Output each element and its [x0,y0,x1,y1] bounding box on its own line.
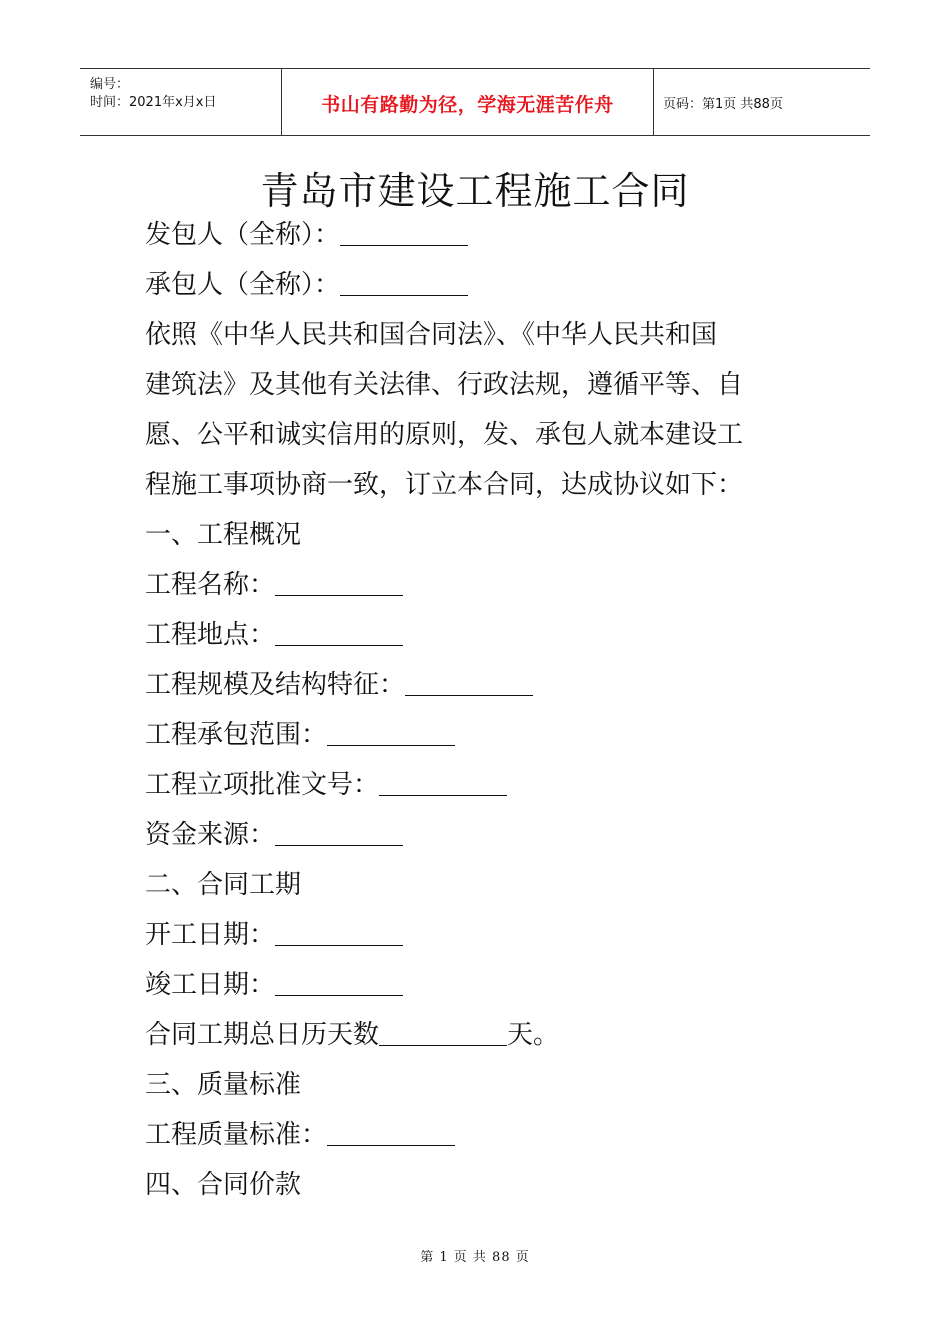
contract-line [145,860,815,910]
contract-line [145,360,815,410]
contract-body [145,210,815,1210]
contract-line-text: 承包人（全称）： [145,270,341,300]
contract-line [145,310,815,360]
contract-line [145,210,815,260]
fill-in-blank[interactable] [379,1021,507,1046]
fill-in-blank[interactable] [340,221,468,246]
fill-in-blank[interactable] [275,571,403,596]
contract-line-text: 三、质量标准 [145,1070,302,1100]
fill-in-blank[interactable] [405,671,533,696]
contract-line-text: 工程规模及结构特征： [145,670,406,700]
contract-line-text: 合同工期总日历天数 [145,1020,380,1050]
contract-line [145,510,815,560]
contract-line-text: 依照《中华人民共和国合同法》、《中华人民共和国 [145,320,718,350]
contract-line-text: 建筑法》及其他有关法律、行政法规，遵循平等、自 [145,370,744,400]
contract-line-text: 竣工日期： [145,970,276,1000]
contract-line-text: 开工日期： [145,920,276,950]
contract-line [145,1160,815,1210]
fill-in-blank[interactable] [327,1121,455,1146]
page-header [80,68,870,136]
contract-line [145,810,815,860]
contract-line-text: 程施工事项协商一致，订立本合同，达成协议如下： [145,470,744,500]
contract-line-text: 二、合同工期 [145,870,302,900]
contract-line [145,760,815,810]
fill-in-blank[interactable] [275,621,403,646]
contract-line-text: 一、工程概况 [145,520,302,550]
page-footer: 第 1 页 共 88 页 [420,1250,530,1265]
fill-in-blank[interactable] [379,771,507,796]
contract-line-text: 工程承包范围： [145,720,328,750]
contract-line-text: 四、合同价款 [145,1170,302,1200]
contract-line-text: 工程立项批准文号： [145,770,380,800]
contract-line-text: 工程名称： [145,570,276,600]
contract-line [145,1060,815,1110]
fill-in-blank[interactable] [275,821,403,846]
document-number-label: 编号： [90,77,130,92]
header-page-cell [654,69,870,135]
contract-line-text: 工程质量标准： [145,1120,328,1150]
header-page-info: 页码：第1页 共88页 [663,96,783,112]
contract-line [145,410,815,460]
contract-line-text: 愿、公平和诚实信用的原则，发、承包人就本建设工 [145,420,744,450]
header-motto-cell [282,69,654,135]
contract-line [145,610,815,660]
contract-line-text: 发包人（全称）： [145,220,341,250]
document-time-label: 时间：2021年x月x日 [90,95,217,110]
contract-line [145,960,815,1010]
header-meta-cell [80,69,282,135]
contract-line [145,560,815,610]
contract-line [145,260,815,310]
contract-line [145,460,815,510]
contract-line-text: 工程地点： [145,620,276,650]
fill-in-blank[interactable] [275,971,403,996]
contract-line [145,910,815,960]
contract-line [145,660,815,710]
contract-line-suffix: 天。 [507,1020,560,1050]
fill-in-blank[interactable] [327,721,455,746]
contract-line [145,1010,815,1060]
document-title: 青岛市建设工程施工合同 [260,169,690,213]
header-motto: 书山有路勤为径，学海无涯苦作舟 [321,93,614,116]
fill-in-blank[interactable] [275,921,403,946]
contract-line [145,710,815,760]
contract-line-text: 资金来源： [145,820,276,850]
fill-in-blank[interactable] [340,271,468,296]
contract-line [145,1110,815,1160]
